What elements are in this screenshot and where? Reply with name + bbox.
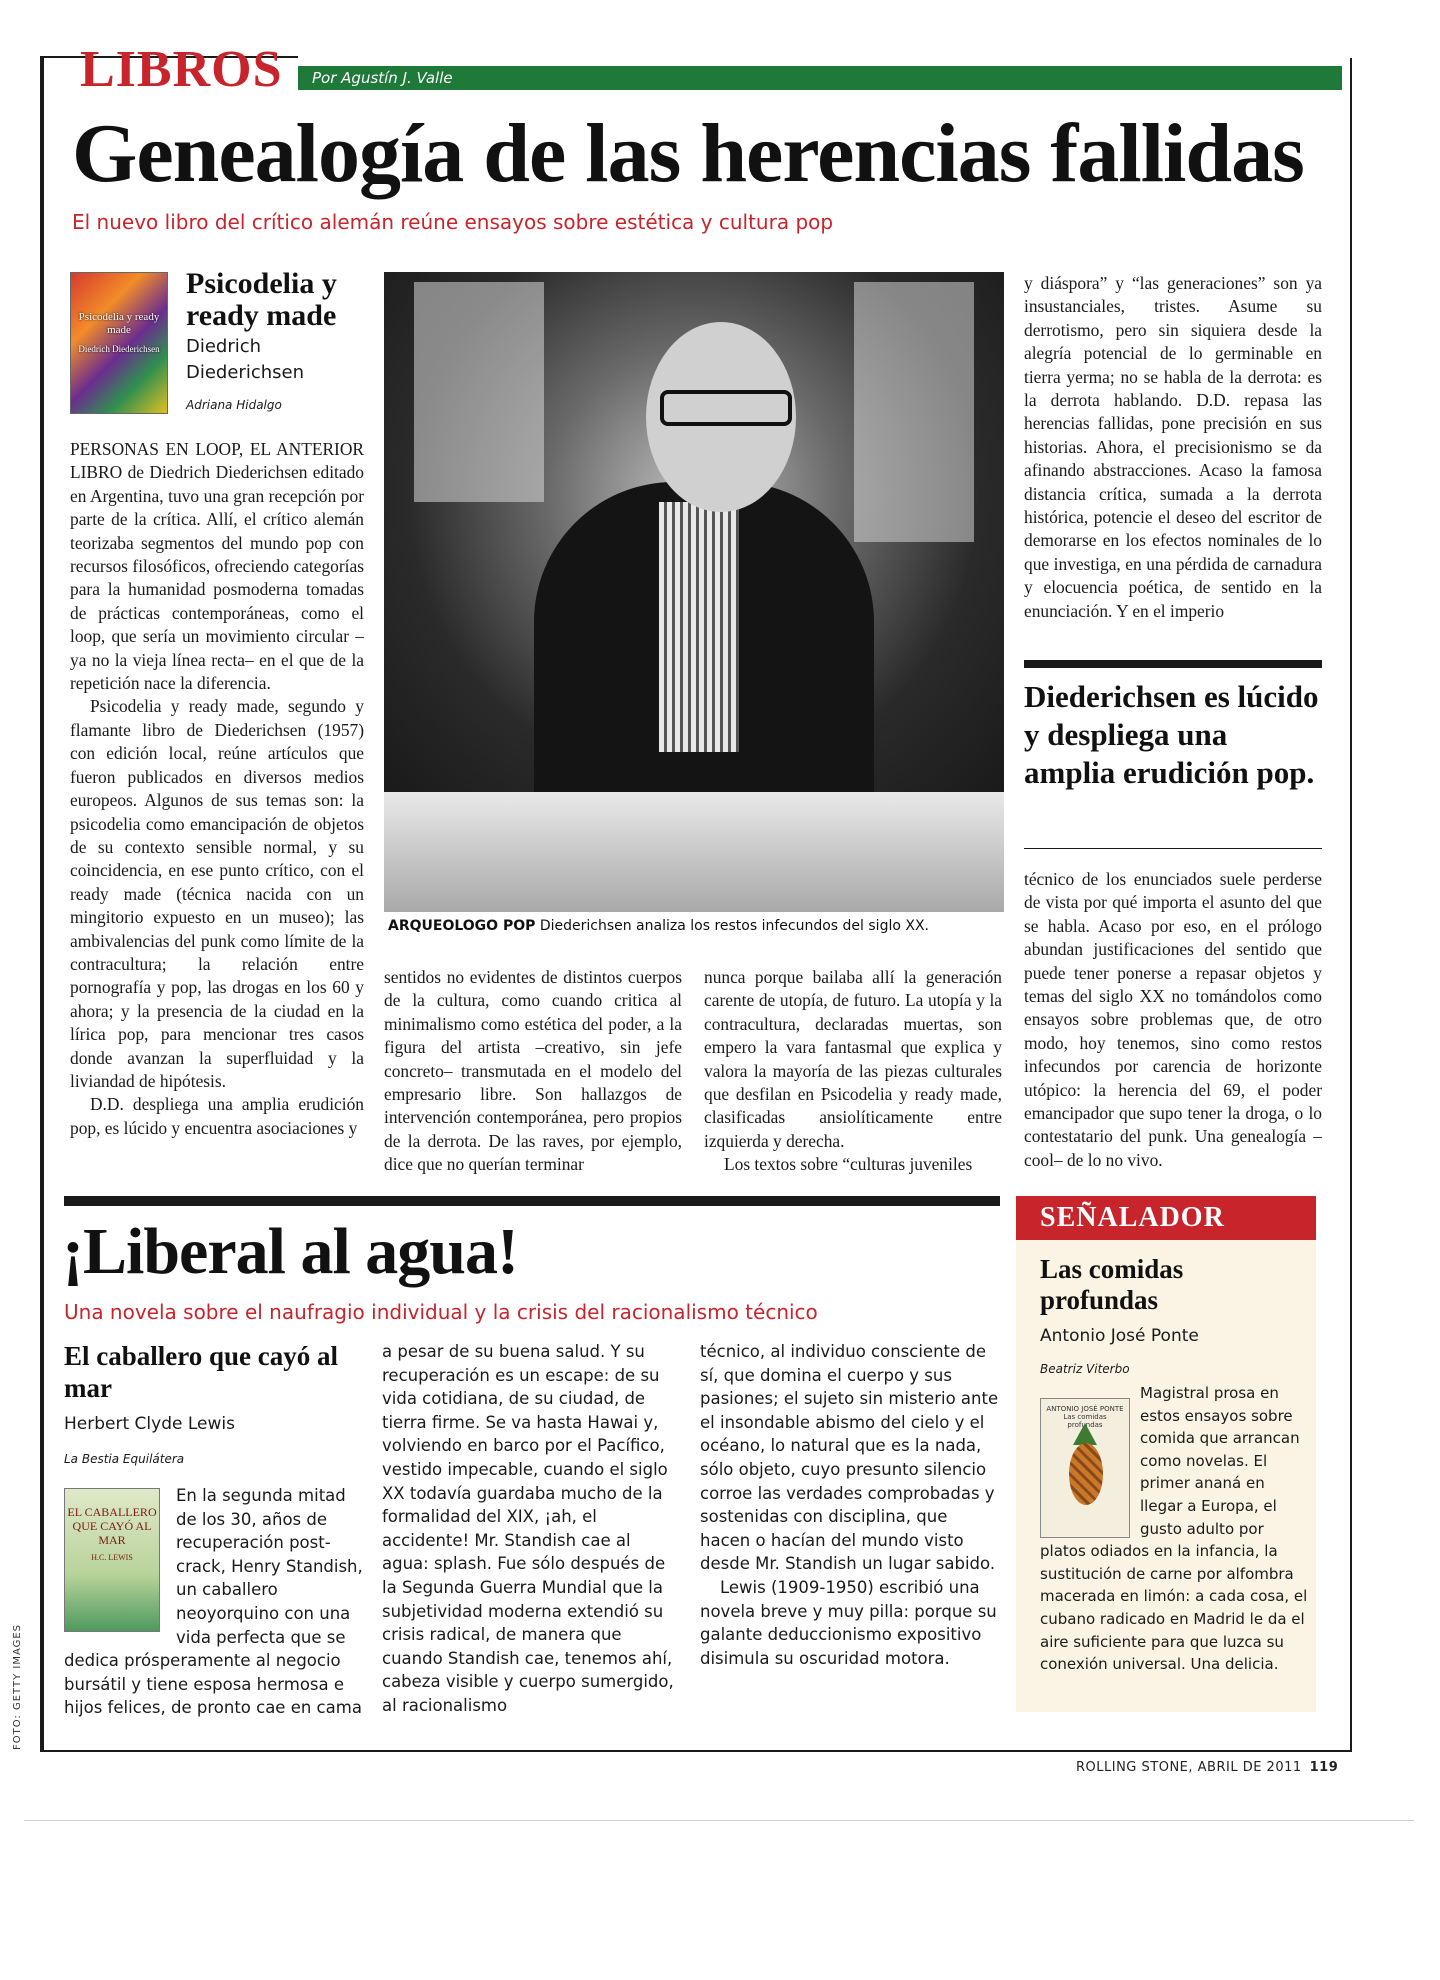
article2-column-3 (700, 1340, 1000, 1670)
pullquote-top-rule (1024, 660, 1322, 668)
pullquote-bottom-rule (1024, 848, 1322, 849)
article2-column-2 (382, 1340, 682, 1718)
folio (1076, 1760, 1338, 1775)
photo-credit-text: FOTO: GETTY IMAGES (12, 1623, 23, 1750)
paragraph: técnico de los enunciados suele perderse de vista por qué importa el asunto del que se habla. Acaso por eso, en el prólogo abundan justificaciones del sentido que puede tener ponerse a repasar objetos y temas del siglo XX no tomándolos como ensayos sobre problemas que, de otro modo, hoy tenemos, sino como restos infecundos por carencia de horizonte utópico: la herencia del 69, el poder emancipador que supo tener la droga, o lo contestatario del punk. Una genealogía –cool– de lo no vivo. (1024, 869, 1322, 1170)
article-column-4-top (1024, 272, 1322, 623)
book-title: Psicodelia y ready made (186, 267, 337, 332)
photo-window-left (414, 282, 544, 502)
paragraph: Lewis (1909-1950) escribió una novela breve y muy pilla: porque su galante deduccionismo expositivo disimula su oscuridad motora. (700, 1577, 997, 1668)
paragraph: nunca porque bailaba allí la generación carente de utopía, de futuro. La utopía y la contracultura, declaradas muertas, son empero la vara fantasmal que explica y valora la mayoría de las piezas culturales que desfilan en Psicodelia y ready made, clasificadas ansiolíticamente entre izquierda y derecha. (704, 967, 1002, 1151)
photo-figure-shirt (659, 502, 739, 752)
headline: Genealogía de las herencias fallidas (72, 107, 1304, 200)
book-cover-caballero (64, 1488, 160, 1632)
section-label: LIBROS (80, 41, 283, 98)
photo-window-right (854, 282, 974, 542)
book-author: Diedrich Diederichsen (186, 336, 305, 383)
book-author-2: Herbert Clyde Lewis (64, 1414, 235, 1434)
author-photo (384, 272, 1004, 912)
headline-2: ¡Liberal al agua! (62, 1215, 518, 1288)
cover-title: EL CABALLERO QUE CAYÓ AL MAR (67, 1505, 157, 1547)
photo-credit (12, 1623, 28, 1750)
book-publisher-2: La Bestia Equilátera (64, 1452, 185, 1466)
frame-right-rule (1350, 58, 1352, 1752)
paragraph: Los textos sobre “culturas juveniles (724, 1154, 973, 1175)
photo-figure-glasses (660, 390, 792, 426)
paragraph: a pesar de su buena salud. Y su recuperación es un escape: de su vida cotidiana, de su ciudad, de tierra firme. Se va hasta Hawai y, volviendo en barco por el Pacífico, vestido impecable, cuando el siglo XX todavía guardaba mucho de la formalidad del XIX, ¡ah, el accidente! Mr. Standish cae al agua: splash. Fue sólo después de la Segunda Guerra Mundial que la subjetividad moderna extendió su crisis radical, de manera que cuando Standish cae, tenemos ahí, cabeza visible y cuerpo sumergido, al racionalismo (382, 1342, 674, 1715)
subhead-2: Una novela sobre el naufragio individual y la crisis del racionalismo técnico (64, 1300, 818, 1324)
article-column-2 (384, 966, 682, 1177)
article-column-4-bottom (1024, 868, 1322, 1172)
photo-caption (388, 918, 929, 934)
book-cover-psicodelia (70, 272, 168, 414)
paragraph: En la segunda mitad de los 30, años de recuperación post-crack, Henry Standish, un caballero neoyorquino con una vida perfecta que se dedica prósperamente al negocio bursátil y tiene esposa hermosa e hijos felices, de pronto cae en cama (64, 1486, 363, 1718)
caption-label: ARQUEOLOGO POP (388, 918, 536, 934)
folio-magazine: ROLLING STONE, ABRIL DE 2011 (1076, 1760, 1302, 1775)
paragraph: Psicodelia y ready made, segundo y flamante libro de Diederichsen (1957) con edición local, reúne artículos que fueron publicados en diversos medios europeos. Algunos de sus temas son: la psicodelia como emancipación de objetos de su contexto sensible normal, y su coincidencia, en ese punto crítico, con el ready made (técnica nacida con un mingitorio expuesto en un museo); las ambivalencias del punk como límite de la contracultura; la relación entre pornografía y pop, las drogas en los 60 y ahora; y la presencia de la ciudad en la lírica pop, para mencionar tres casos donde avanzan la superfluidad y la liviandad de hipótesis. (70, 696, 364, 1091)
paragraph: sentidos no evidentes de distintos cuerpos de la cultura, como cuando critica al minimalismo como estética del poder, a la figura del artista –creativo, sin jefe concreto– transmutada en el modelo del empresario libre. Son hallazgos de intervención contemporánea, pero propios de la derrota. De las raves, por ejemplo, dice que no querían terminar (384, 967, 682, 1175)
cover-author: Diedrich Diederichsen (78, 344, 160, 354)
cover-title: Psicodelia y ready made (78, 311, 160, 336)
book-title-2: El caballero que cayó al mar (64, 1341, 338, 1403)
frame-left-rule (40, 58, 44, 1752)
sidebar-book-title: Las comidas profundas (1040, 1254, 1184, 1315)
caption-text: Diederichsen analiza los restos infecundos del siglo XX. (539, 918, 929, 934)
paragraph: D.D. despliega una amplia erudición pop, es lúcido y encuentra asociaciones y (70, 1094, 364, 1138)
paragraph: PERSONAS EN LOOP, EL ANTERIOR LIBRO de Diedrich Diederichsen editado en Argentina, tuvo una gran recepción por parte de la crítica. Allí, el crítico alemán teorizaba segmentos del mundo pop con recursos filosóficos, ofreciendo categorías para la humanidad posmoderna tomadas de prácticas contemporáneas, como el loop, que sería un movimiento circular –ya no la vieja línea recta– en el que de la repetición nace la diferencia. (70, 439, 364, 694)
photo-table (384, 792, 1004, 912)
paragraph: técnico, al individuo consciente de sí, que domina el cuerpo y sus pasiones; el sujeto sin misterio ante el insondable abismo del cielo y el océano, lo natural que es la nada, sólo objeto, cuyo presunto silencio corroe las verdades comprobadas y sostenidas con disciplina, que hacen o hacían del mundo visto desde Mr. Standish un lugar sabido. (700, 1342, 999, 1574)
section-divider-rule (64, 1196, 1000, 1206)
paragraph: y diáspora” y “las generaciones” son ya insustanciales, tristes. Asume su derrotismo, pero sin siquiera desde la alegría potencial de lo germinable en tierra yerma; no se habla de la derrota: es la derrota hablando. D.D. repasa las herencias fallidas, pone precisión en sus historias. Ahora, el precisionismo se da afinando abstracciones. Acaso la famosa distancia crítica, sumada a la derrota histórica, potencie el deseo del escritor de demorarse en los efectos nominales de lo que investiga, en una pérdida de carnadura y elocuencia poética, de sentido en la enunciación. Y en el imperio (1024, 273, 1322, 621)
book-publisher: Adriana Hidalgo (186, 398, 282, 412)
pineapple-icon (1069, 1443, 1103, 1505)
pineapple-leaves-icon (1073, 1423, 1097, 1445)
pullquote: Diederichsen es lúcido y despliega una amplia erudición pop. (1024, 679, 1319, 790)
sidebar-book-author: Antonio José Ponte (1040, 1326, 1199, 1346)
sidebar-book-publisher: Beatriz Viterbo (1040, 1362, 1130, 1376)
byline-bar (298, 66, 1342, 90)
byline: Por Agustín J. Valle (312, 69, 453, 87)
cover-author: H.C. LEWIS (91, 1553, 133, 1562)
book-cover-comidas (1040, 1398, 1130, 1538)
scan-edge-line (24, 1820, 1414, 1821)
article-column-1 (70, 438, 364, 1140)
frame-bottom-rule (40, 1750, 1352, 1752)
subhead: El nuevo libro del crítico alemán reúne ensayos sobre estética y cultura pop (72, 210, 834, 234)
folio-page: 119 (1309, 1760, 1339, 1775)
article-column-3 (704, 966, 1002, 1177)
paragraph: Magistral prosa en estos ensayos sobre comida que arrancan como novelas. El primer ananá en llegar a Europa, el gusto adulto por platos odiados en la infancia, la sustitución de carne por alfombra macerada en limón: a cada cosa, el cubano radicado en Madrid le da el aire suficiente para que luzca su conexión universal. Una delicia. (1040, 1384, 1308, 1674)
sidebar-label: SEÑALADOR (1040, 1202, 1225, 1233)
cover-title: ANTONIO JOSÉ PONTE Las comidas profundas (1046, 1405, 1124, 1429)
